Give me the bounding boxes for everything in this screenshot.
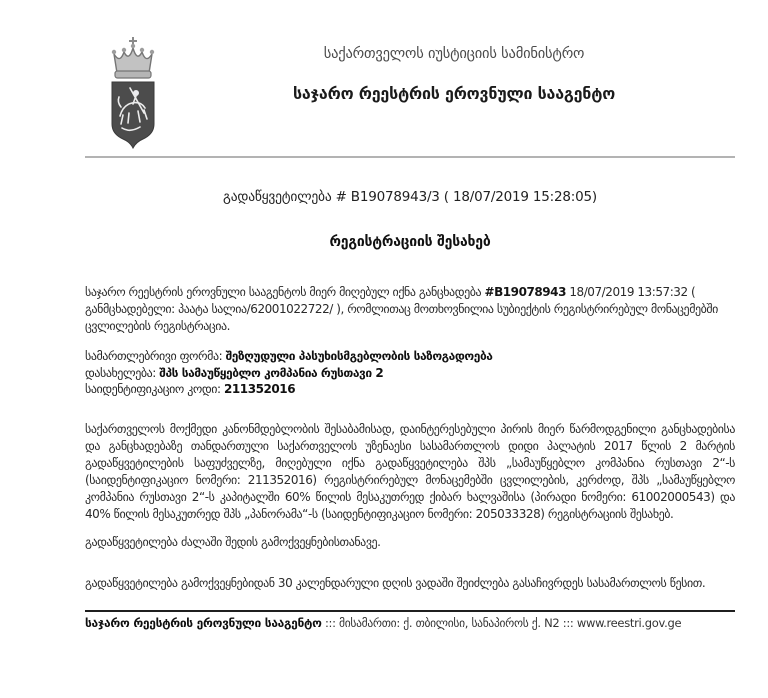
- letterhead: [170, 46, 738, 103]
- entity-name-row: [85, 365, 735, 382]
- document-body: [85, 189, 735, 592]
- legal-form-label: სამართლებრივი ფორმა:: [85, 349, 226, 363]
- entity-name-value: შპს სამაუწყებლო კომპანია რუსთავი 2: [159, 365, 384, 380]
- crown-icon: [112, 44, 154, 78]
- application-paragraph: [85, 284, 735, 335]
- entity-details: [85, 348, 735, 398]
- application-text-after: 18/07/2019 13:57:32 ( განმცხადებელი: პაატა სალია/62001022722/ ), რომლითაც მოთხოვნილია სუბიექტის რეგისტრირებულ მონაცემებში ცვლილების რეგისტრაცია.: [85, 285, 718, 333]
- legal-form-row: [85, 348, 735, 365]
- decision-effective-paragraph: გადაწყვეტილება ძალაში შედის გამოქვეყნებისთანავე.: [85, 534, 381, 549]
- entity-id-row: [85, 381, 735, 398]
- entity-name-label: დასახელება:: [85, 365, 160, 380]
- decision-subtitle: რეგისტრაციის შესახებ: [329, 234, 491, 250]
- decision-appeal-paragraph: გადაწყვეტილება გამოქვეყნებიდან 30 კალენდარული დღის ვადაში შეიძლება გასაჩივრდეს სასამართლოს წესით.: [85, 575, 706, 590]
- entity-id-value: 211352016: [224, 382, 296, 396]
- footer-contact-info: ::: მისამართი: ქ. თბილისი, სანაპიროს ქ. N2 ::: www.reestri.gov.ge: [321, 615, 682, 630]
- ministry-name: საქართველოს იუსტიციის სამინისტრო: [323, 46, 585, 62]
- footer-agency-name: საჯარო რეესტრის ეროვნული სააგენტო: [85, 615, 322, 630]
- decision-title: გადაწყვეტილება # B19078943/3 ( 18/07/2019 15:28:05): [223, 189, 597, 205]
- coat-of-arms-svg: [103, 36, 163, 150]
- agency-name: საჯარო რეესტრის ეროვნული სააგენტო: [292, 84, 616, 103]
- header-divider: [85, 156, 735, 158]
- decision-body-paragraph: საქართველოს მოქმედი კანონმდებლობის შესაბამისად, დაინტერესებული პირის მიერ წარმოდგენილი განცხადებისა და განცხადებაზე თანდართული საქართველოს უზენაესი სასამართლოს დიდი პალატის 2017 წლის 2 მარტის გადაწყვეტილების საფუძველზე, მიღებული იქნა გადაწყვეტილება შპს „სამაუწყებლო კომპანია რუსთავი 2“-ს (საიდენტიფიკაციო ნომერი: 211352016) რეგისტრირებულ მონაცემებში ცვლილების, კერძოდ, შპს „სამაუწყებლო კომპანია რუსთავი 2“-ს კაპიტალში 60% წილის მესაკუთრედ ქიბარ ხალვაშისა (პირადი ნომერი: 61002000543) და 40% წილის მესაკუთრედ შპს „პანორამა“-ს (საიდენტიფიკაციო ნომერი: 205033328) რეგისტრაციის შესახებ.: [85, 421, 735, 521]
- document-header: [0, 0, 768, 158]
- legal-form-value: შეზღუდული პასუხისმგებლობის საზოგადოება: [225, 349, 493, 363]
- document-footer: [85, 610, 735, 630]
- application-number: #B19078943: [484, 285, 566, 299]
- entity-id-label: საიდენტიფიკაციო კოდი:: [85, 382, 224, 396]
- georgia-coat-of-arms-icon: [103, 36, 163, 150]
- application-text-before: საჯარო რეესტრის ეროვნული სააგენტოს მიერ მიღებულ იქნა განცხადება: [85, 285, 485, 299]
